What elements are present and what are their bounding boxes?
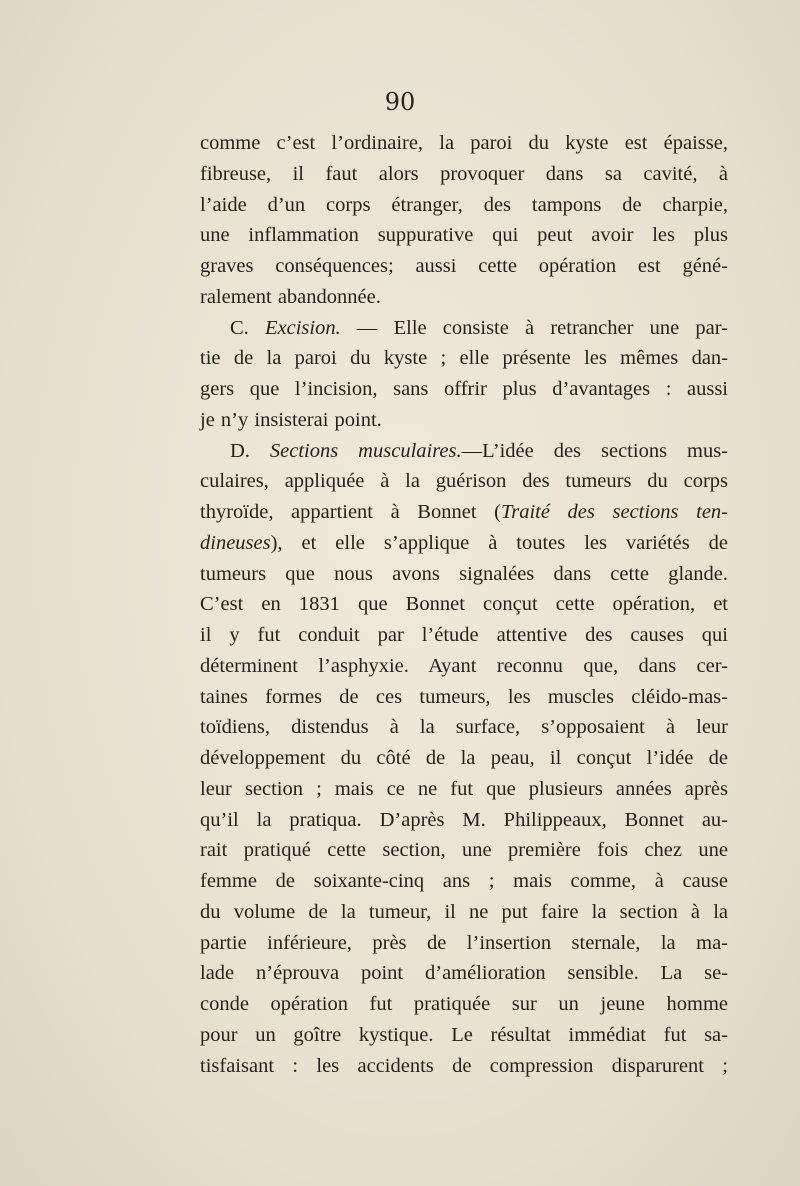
- heading-excision: Excision.: [265, 316, 341, 339]
- text-line-9: gers que l’incision, sans offrir plus d’avantages : aussi: [200, 378, 728, 400]
- text-line-14-post: ), et elle s’applique à toutes les variétés de: [270, 531, 728, 554]
- text-line-11-post: —L’idée des sections mus-: [461, 439, 729, 462]
- text-line-21: développement du côté de la peau, il conçut l’idée de: [200, 747, 728, 769]
- text-line-11-pre: D.: [230, 439, 270, 462]
- text-line-7-pre: C.: [230, 316, 265, 339]
- text-line-28: lade n’éprouva point d’amélioration sensible. La se-: [200, 962, 728, 985]
- text-line-31: tisfaisant : les accidents de compression disparurent ;: [200, 1054, 728, 1077]
- text-line-5: graves conséquences; aussi cette opération est géné-: [200, 255, 728, 277]
- page-number: 90: [384, 88, 416, 116]
- text-line-23: qu’il la pratiqua. D’après M. Philippeaux, Bonnet au-: [200, 808, 728, 831]
- heading-sections-musculaires: Sections musculaires.: [269, 439, 462, 462]
- text-line-3: l’aide d’un corps étranger, des tampons de charpie,: [200, 193, 728, 216]
- text-line-16: C’est en 1831 que Bonnet conçut cette opération, et: [200, 593, 728, 616]
- text-line-13: [200, 497, 728, 528]
- text-line-25: femme de soixante-cinq ans ; mais comme, à cause: [200, 870, 728, 892]
- text-line-2: fibreuse, il faut alors provoquer dans sa cavité, à: [200, 162, 728, 185]
- text-line-20: toïdiens, distendus à la surface, s’opposaient à leur: [200, 716, 728, 739]
- text-line-7-post: — Elle consiste à retrancher une par-: [340, 316, 728, 339]
- text-line-15: tumeurs que nous avons signalées dans cette glande.: [200, 562, 728, 585]
- text-line-4: une inflammation suppurative qui peut avoir les plus: [200, 224, 728, 247]
- text-line-27: partie inférieure, près de l’insertion sternale, la ma-: [200, 931, 728, 954]
- text-line-1: comme c’est l’ordinaire, la paroi du kyste est épaisse,: [200, 132, 728, 154]
- text-line-10: je n’y insisterai point.: [200, 408, 382, 431]
- citation-traite-part-2: dineuses: [200, 531, 271, 554]
- text-line-14: [200, 528, 728, 559]
- text-line-8: tie de la paroi du kyste ; elle présente les mêmes dan-: [200, 347, 728, 370]
- text-line-13-pre: thyroïde, appartient à Bonnet (: [200, 501, 501, 523]
- text-line-7: [200, 313, 728, 344]
- text-line-19: taines formes de ces tumeurs, les muscles cléido-mas-: [200, 685, 728, 708]
- text-line-22: leur section ; mais ce ne fut que plusieurs années après: [200, 777, 728, 800]
- text-line-12: culaires, appliquée à la guérison des tumeurs du corps: [200, 470, 728, 493]
- text-line-11: [200, 436, 728, 467]
- text-line-17: il y fut conduit par l’étude attentive des causes qui: [200, 624, 728, 646]
- text-line-6: ralement abandonnée.: [200, 285, 381, 308]
- text-line-29: conde opération fut pratiquée sur un jeune homme: [200, 993, 728, 1015]
- text-line-30: pour un goître kystique. Le résultat immédiat fut sa-: [200, 1023, 728, 1046]
- text-line-26: du volume de la tumeur, il ne put faire la section à la: [200, 900, 728, 923]
- text-line-18: déterminent l’asphyxie. Ayant reconnu que, dans cer-: [200, 654, 728, 677]
- text-line-24: rait pratiqué cette section, une première fois chez une: [200, 839, 728, 862]
- body-text: [200, 128, 728, 1081]
- citation-traite-part-1: Traité des sections ten-: [500, 501, 729, 523]
